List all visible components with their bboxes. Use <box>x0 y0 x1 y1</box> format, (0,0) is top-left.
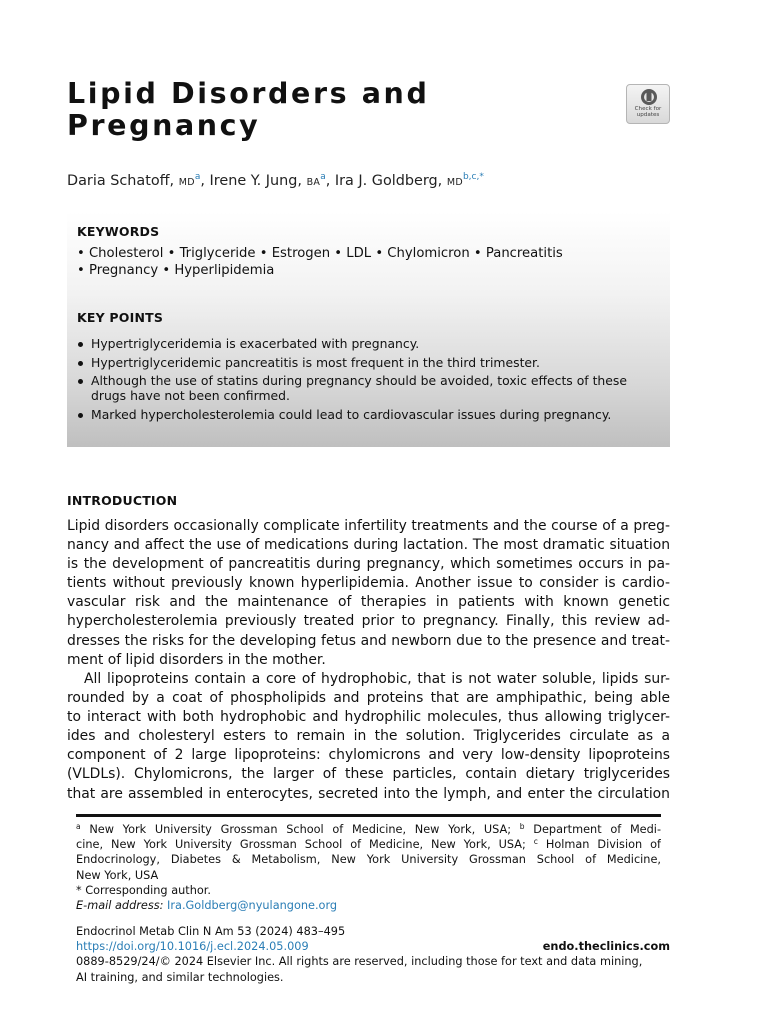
text-line: ides and cholesteryl esters to remain in the solution. Triglycerides circulate as a <box>67 728 670 745</box>
author-separator: , <box>200 173 210 189</box>
email-line <box>76 898 661 913</box>
author-name: Irene Y. Jung, <box>209 173 302 189</box>
introduction-paragraph-1 <box>67 517 670 670</box>
key-points-list <box>77 336 662 425</box>
check-for-updates-button[interactable] <box>626 84 670 124</box>
footnotes <box>76 822 661 913</box>
affiliation-marker: b <box>519 822 525 831</box>
text-line: tients without previously known hyperlipidemia. Another issue to consider is cardio- <box>67 575 670 592</box>
text-line: rounded by a coat of phospholipids and proteins that are amphipathic, being able <box>67 690 670 707</box>
text-line: dresses the risks for the developing fetus and newborn due to the presence and treat- <box>67 632 670 649</box>
footnote-line: Endocrinology, Diabetes & Metabolism, New York University Grossman School of Medicine, <box>76 853 661 867</box>
affiliation-marker[interactable]: b,c,* <box>462 172 484 182</box>
doi-link[interactable]: https://doi.org/10.1016/j.ecl.2024.05.009 <box>76 940 309 954</box>
list-item: Although the use of statins during pregnancy should be avoided, toxic effects of these drugs have not been confirmed. <box>77 373 662 403</box>
keywords-keypoints-box <box>67 212 670 447</box>
journal-site[interactable]: endo.theclinics.com <box>542 940 670 954</box>
text-line: (VLDLs). Chylomicrons, the larger of these particles, contain dietary triglycerides <box>67 766 670 783</box>
text-line: nancy and affect the use of medications during lactation. The most dramatic situation <box>67 537 670 554</box>
text-line: is the development of pancreatitis during pregnancy, which sometimes occurs in pa- <box>67 556 670 573</box>
email-label: E-mail address: <box>76 898 164 912</box>
copyright-line: 0889-8529/24/© 2024 Elsevier Inc. All rights are reserved, including those for text and data mining, <box>76 955 643 969</box>
affiliation-marker[interactable]: a <box>194 172 201 182</box>
introduction-heading: INTRODUCTION <box>67 493 178 508</box>
text-line: Lipid disorders occasionally complicate infertility treatments and the course of a preg- <box>67 518 670 534</box>
introduction-paragraph-2 <box>67 670 670 804</box>
keywords-line: • Pregnancy • Hyperlipidemia <box>77 263 275 278</box>
keywords-line: • Cholesterol • Triglyceride • Estrogen • LDL • Chylomicron • Pancreatitis <box>77 246 563 261</box>
check-for-updates-label: Check for updates <box>634 106 662 118</box>
email-link[interactable]: Ira.Goldberg@nyulangone.org <box>167 898 338 912</box>
text-line: to interact with both hydrophobic and hydrophilic molecules, thus allowing triglycer- <box>67 709 670 726</box>
affiliation-marker: c <box>533 837 538 847</box>
title-line-2: Pregnancy <box>67 109 261 142</box>
author-degree: MD <box>178 177 195 188</box>
footnote-line: cine, New York University Grossman School of Medicine, New York, USA; $^c$ Holman Division of <box>76 837 661 852</box>
footnote-line: New York, USA <box>76 868 159 882</box>
copyright-line: AI training, and similar technologies. <box>76 970 284 984</box>
key-points-heading: KEY POINTS <box>77 310 164 325</box>
article-title <box>67 78 587 142</box>
text-line: that are assembled in enterocytes, secreted into the lymph, and enter the circulation <box>67 785 670 802</box>
list-item: Marked hypercholesterolemia could lead to cardiovascular issues during pregnancy. <box>77 407 662 422</box>
keywords-heading: KEYWORDS <box>77 224 160 239</box>
author-separator: , <box>325 173 335 189</box>
journal-citation: Endocrinol Metab Clin N Am 53 (2024) 483–495 <box>76 925 346 938</box>
corresponding-author-note: * Corresponding author. <box>76 883 211 897</box>
text-line: vascular risk and the maintenance of therapies in patients with known genetic <box>67 594 670 611</box>
author-degree: MD <box>446 177 463 188</box>
affiliation-marker: a <box>76 822 81 831</box>
footnote-divider <box>76 814 661 817</box>
list-item: Hypertriglyceridemia is exacerbated with pregnancy. <box>77 336 662 351</box>
text-line: hypercholesterolemia previously treated prior to pregnancy. Finally, this review ad- <box>67 613 670 630</box>
author-name: Daria Schatoff, <box>67 173 175 189</box>
author-degree: BA <box>306 177 321 188</box>
author-name: Ira J. Goldberg, <box>334 173 443 189</box>
author-list <box>67 173 484 189</box>
check-for-updates-icon <box>639 87 659 107</box>
affiliation-marker[interactable]: a <box>320 172 326 182</box>
text-line: All lipoproteins contain a core of hydrophobic, that is not water soluble, lipids sur- <box>84 671 670 687</box>
journal-info <box>76 924 670 985</box>
list-item: Hypertriglyceridemic pancreatitis is most frequent in the third trimester. <box>77 355 662 370</box>
text-line: component of 2 large lipoproteins: chylomicrons and very low-density lipoproteins <box>67 747 670 764</box>
footnote-line: $^a$ New York University Grossman School of Medicine, New York, USA; $^b$ Department of Medi- <box>76 822 661 836</box>
text-line: ment of lipid disorders in the mother. <box>67 651 326 668</box>
title-line-1: Lipid Disorders and <box>67 77 430 110</box>
